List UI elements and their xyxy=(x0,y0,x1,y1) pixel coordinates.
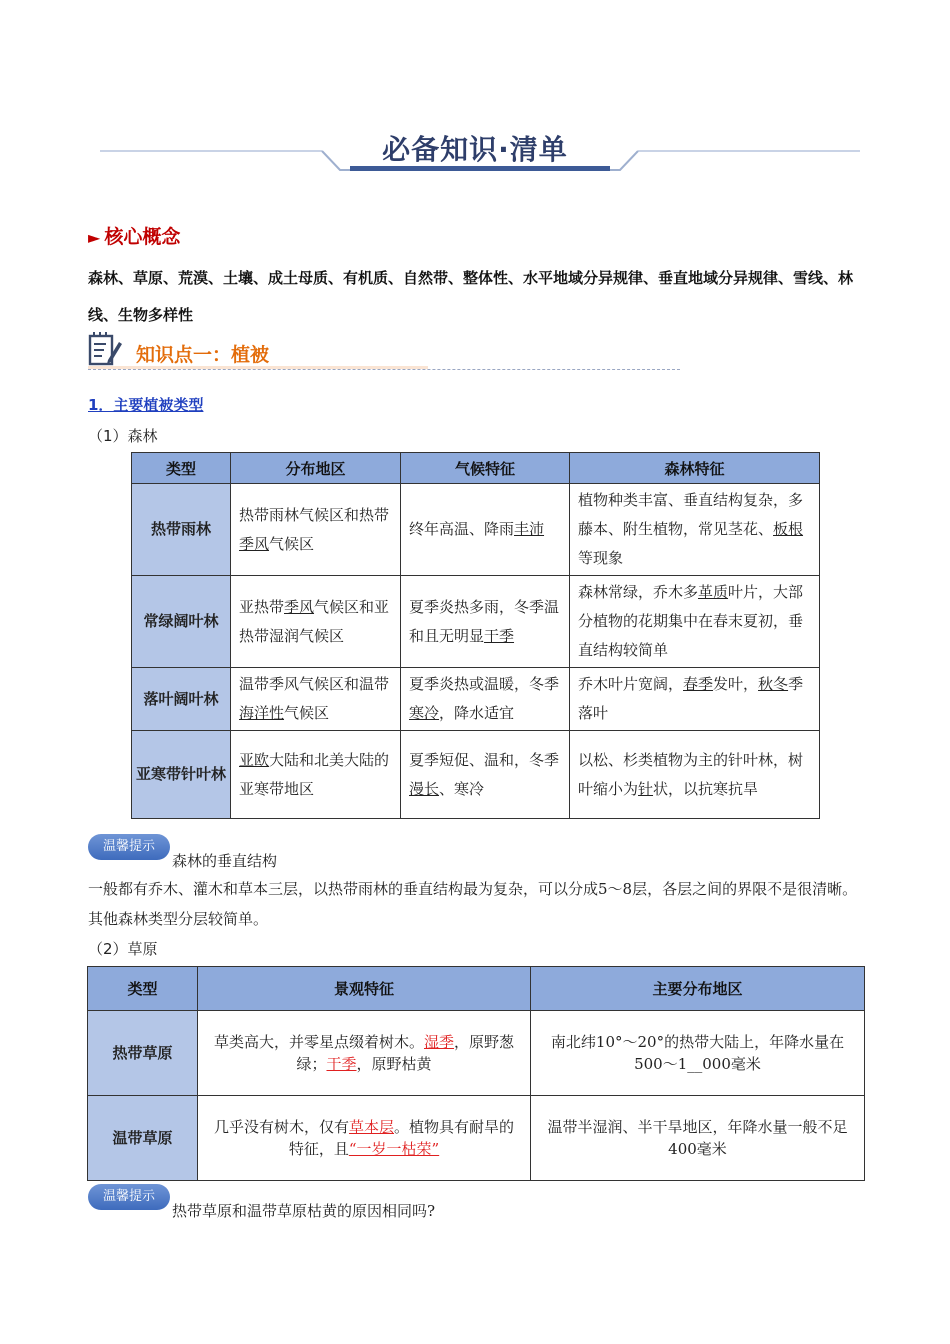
region-cell: 温带季风气候区和温带海洋性气候区 xyxy=(231,668,401,731)
region-cell: 热带雨林气候区和热带季风气候区 xyxy=(231,484,401,576)
feature-cell: 植物种类丰富、垂直结构复杂，多藤本、附生植物，常见茎花、板根等现象 xyxy=(570,484,820,576)
type-cell: 落叶阔叶林 xyxy=(132,668,231,731)
section-title: 1．主要植被类型 xyxy=(88,396,204,414)
table-header: 主要分布地区 xyxy=(531,967,865,1011)
feature-cell: 森林常绿，乔木多革质叶片，大部分植物的花期集中在春末夏初，垂直结构较简单 xyxy=(570,576,820,668)
table-row xyxy=(132,731,820,819)
climate-cell: 夏季短促、温和，冬季漫长、寒冷 xyxy=(401,731,570,819)
type-cell: 亚寒带针叶林 xyxy=(132,731,231,819)
landscape-cell: 草类高大，并零星点缀着树木。湿季，原野葱绿；干季，原野枯黄 xyxy=(198,1011,531,1096)
region-cell: 亚欧大陆和北美大陆的亚寒带地区 xyxy=(231,731,401,819)
table-row xyxy=(88,1096,865,1181)
notebook-pencil-icon xyxy=(88,332,122,368)
tip-badge: 温馨提示 xyxy=(88,834,170,860)
table-row xyxy=(132,576,820,668)
table-header: 类型 xyxy=(88,967,198,1011)
core-terms: 森林、草原、荒漠、土壤、成土母质、有机质、自然带、整体性、水平地域分异规律、垂直地域分异规律、雪线、林线、生物多样性 xyxy=(88,269,854,324)
page-title: 必备知识·清单 xyxy=(382,133,568,166)
tip-title: 森林的垂直结构 xyxy=(172,852,278,870)
forest-table xyxy=(131,452,820,819)
tip-question: 热带草原和温带草原枯黄的原因相同吗? xyxy=(172,1202,436,1220)
core-heading-text: 核心概念 xyxy=(104,226,181,248)
feature-cell: 以松、杉类植物为主的针叶林，树叶缩小为针状，以抗寒抗旱 xyxy=(570,731,820,819)
table-row xyxy=(132,668,820,731)
triangle-icon: ► xyxy=(88,228,101,247)
type-cell: 常绿阔叶林 xyxy=(132,576,231,668)
climate-cell: 夏季炎热或温暖，冬季寒冷，降水适宜 xyxy=(401,668,570,731)
knowledge-point-divider xyxy=(88,369,680,370)
region-cell: 温带半湿润、半干旱地区，年降水量一般不足400毫米 xyxy=(531,1096,865,1181)
subsection-forest: （1）森林 xyxy=(88,427,158,445)
climate-cell: 终年高温、降雨丰沛 xyxy=(401,484,570,576)
type-cell: 热带草原 xyxy=(88,1011,198,1096)
climate-cell: 夏季炎热多雨，冬季温和且无明显干季 xyxy=(401,576,570,668)
table-header: 森林特征 xyxy=(570,453,820,484)
table-header: 分布地区 xyxy=(231,453,401,484)
table-header: 景观特征 xyxy=(198,967,531,1011)
table-row xyxy=(88,1011,865,1096)
type-cell: 热带雨林 xyxy=(132,484,231,576)
table-header: 气候特征 xyxy=(401,453,570,484)
grassland-table xyxy=(87,966,865,1181)
landscape-cell: 几乎没有树木，仅有草本层。植物具有耐旱的特征，且“一岁一枯荣” xyxy=(198,1096,531,1181)
core-concepts-heading xyxy=(88,222,180,249)
tip-badge: 温馨提示 xyxy=(88,1184,170,1210)
table-header: 类型 xyxy=(132,453,231,484)
feature-cell: 乔木叶片宽阔，春季发叶，秋冬季落叶 xyxy=(570,668,820,731)
table-row xyxy=(132,484,820,576)
subsection-grassland: （2）草原 xyxy=(88,940,158,958)
knowledge-point-title: 知识点一：植被 xyxy=(136,344,270,366)
region-cell: 南北纬10°～20°的热带大陆上，年降水量在500～1__000毫米 xyxy=(531,1011,865,1096)
region-cell: 亚热带季风气候区和亚热带湿润气候区 xyxy=(231,576,401,668)
type-cell: 温带草原 xyxy=(88,1096,198,1181)
tip-body: 一般都有乔木、灌木和草本三层，以热带雨林的垂直结构最为复杂，可以分成5～8层，各层之间的界限不是很清晰。其他森林类型分层较简单。 xyxy=(88,880,858,928)
